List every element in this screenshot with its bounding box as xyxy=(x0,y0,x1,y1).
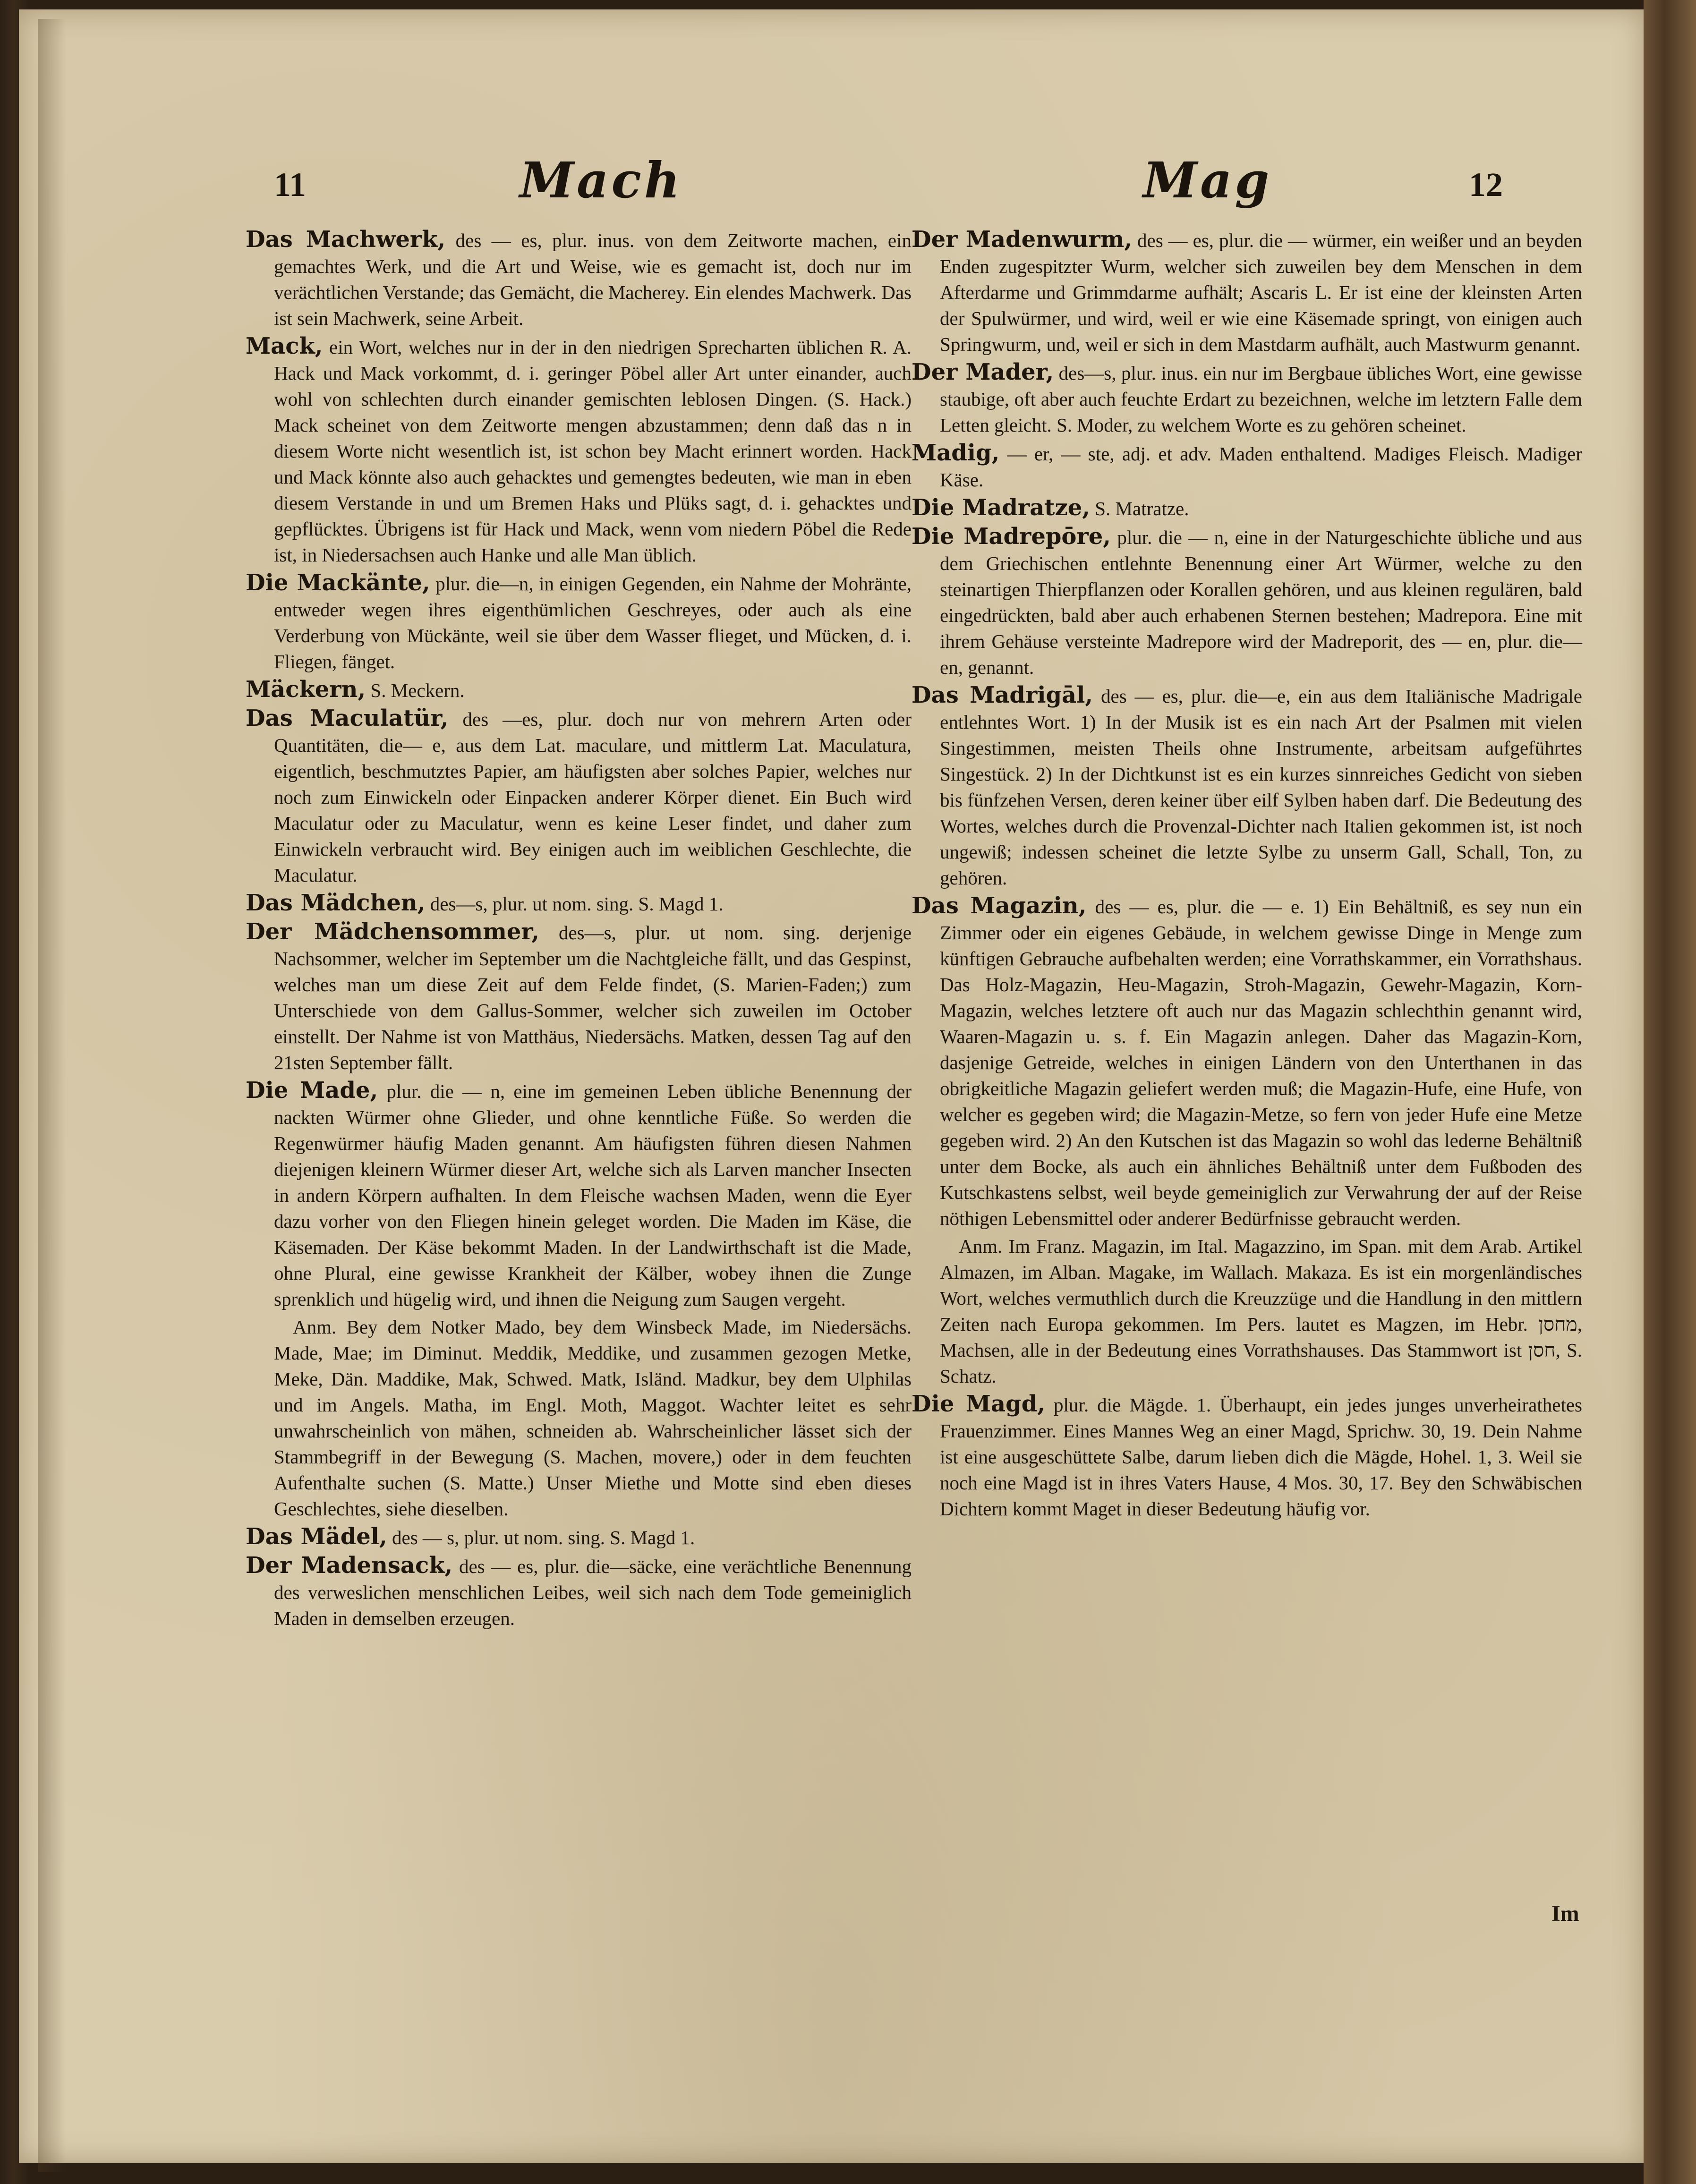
dictionary-entry xyxy=(912,440,1582,493)
entry-definition: S. Matratze. xyxy=(1090,498,1189,519)
dictionary-entry xyxy=(912,524,1582,680)
entry-definition: des — es, plur. die — e. 1) Ein Behältniß, es sey nun ein Zimmer oder ein eigenes Gebäude, in welchem gewisse Dinge in Menge zum künftigen Gebrauche aufbehalten werden; eine Vorrathskammer, ein Vorrathshaus. Das Holz-Magazin, Heu-Magazin, Stroh-Magazin, Gewehr-Magazin, Korn-Magazin, welches letztere oft auch nur das Magazin schlechthin genannt wird, Waaren-Magazin u. s. f. Ein Magazin anlegen. Daher das Magazin-Korn, dasjenige Getreide, welches in einigen Ländern von den Unterthanen in das obrigkeitliche Magazin geliefert werden muß; die Magazin-Hufe, eine Hufe, von welcher es gegeben wird; die Magazin-Metze, so fern von jeder Hufe eine Metze gegeben wird. 2) An den Kutschen ist das Magazin so wohl das lederne Behältniß unter dem Bocke, als auch ein ähnliches Behältniß unter dem Fußboden des Kutschkastens selbst, weil beyde gemeiniglich zur Verwahrung der auf der Reise nöthigen Lebensmittel oder anderer Bedürfnisse gebraucht werden. xyxy=(940,896,1582,1229)
book-page xyxy=(19,9,1644,2163)
dictionary-entry xyxy=(246,677,912,704)
entry-headword: Die Madratze, xyxy=(912,494,1090,521)
entry-definition: des—s, plur. inus. ein nur im Bergbaue übliches Wort, eine gewisse staubige, oft aber auch feuchte Erdart zu bezeichnen, welche im letztern Falle dem Letten gleicht. S. Moder, zu welchem Worte es zu gehören scheinet. xyxy=(940,362,1583,436)
entry-definition: plur. die — n, eine in der Naturgeschichte übliche und aus dem Griechischen entlehnte Benennung einer Art Würmer, welche zu den steinartigen Thierpflanzen oder Korallen gehören, und aus kleinen regulären, bald eingedrückten, bald aber auch erhabenen Sternen bestehen; Madrepora. Eine mit ihrem Gehäuse versteinte Madrepore wird der Madreporit, des — en, plur. die—en, genannt. xyxy=(940,527,1582,678)
dictionary-entry xyxy=(246,1078,912,1312)
entry-headword: Das Madrigāl, xyxy=(912,682,1093,708)
dictionary-entry xyxy=(246,919,912,1076)
entry-headword: Der Madenwurm, xyxy=(912,226,1133,253)
page-fold-shadow xyxy=(38,19,66,2172)
dictionary-entry xyxy=(912,359,1582,438)
annotation-note: Anm. Im Franz. Magazin, im Ital. Magazzino, im Span. mit dem Arab. Artikel Almazen, im Alban. Magake, im Wallach. Makaza. Es ist ein morgenländisches Wort, welches vermuthlich durch die Kreuzzüge und die Handlung in den mittlern Zeiten nach Europa gekommen. Im Pers. lautet es Magzen, im Hebr. מחסן, Machsen, alle in der Bedeutung eines Vorrathshauses. Das Stammwort ist חסן, S. Schatz. xyxy=(940,1235,1582,1387)
entry-headword: Der Madensack, xyxy=(246,1552,453,1579)
catchword: Im xyxy=(1551,1901,1579,1926)
dictionary-entry xyxy=(246,890,912,917)
book-binding xyxy=(1644,0,1696,2184)
entry-headword: Das Mädchen, xyxy=(246,890,426,916)
dictionary-entry xyxy=(912,495,1582,522)
entry-definition: ein Wort, welches nur in der in den niedrigen Sprecharten üblichen R. A. Hack und Mack vorkommt, d. i. geringer Pöbel aller Art unter einander, auch wohl von schlechten durch einander gemischten leblosen Dingen. (S. Hack.) Mack scheinet von dem Zeitworte mengen abzustammen; denn daß das n in diesem Worte nicht wesentlich ist, ist schon bey Macht erinnert worden. Hack und Mack könnte also auch gehacktes und gemengtes bedeuten, wie man in eben diesem Verstande in und um Bremen Haks und Plüks sagt, d. i. gehacktes und gepflücktes. Übrigens ist für Hack und Mack, wenn vom niedern Pöbel die Rede ist, in Niedersachsen auch Hanke und alle Man üblich. xyxy=(274,336,912,566)
entry-definition: des — es, plur. die — würmer, ein weißer und an beyden Enden zugespitzter Wurm, welcher sich zuweilen bey dem Menschen in dem Afterdarme und Grimmdarme aufhält; Ascaris L. Er ist eine der kleinsten Arten der Spulwürmer, und wird, weil er wie eine Käsemade springt, von einigen auch Springwurm, und, weil er sich in dem Mastdarm aufhält, auch Mastwurm genannt. xyxy=(940,229,1582,355)
entry-headword: Das Machwerk, xyxy=(246,226,446,253)
entry-headword: Der Mädchensommer, xyxy=(246,918,539,945)
entry-headword: Die Mackänte, xyxy=(246,569,430,596)
dictionary-entry xyxy=(246,333,912,568)
dictionary-entry xyxy=(246,1553,912,1632)
entry-headword: Das Maculatür, xyxy=(246,705,449,731)
running-head-left: Mach xyxy=(520,151,683,209)
entry-definition: — er, — ste, adj. et adv. Maden enthaltend. Madiges Fleisch. Madiger Käse. xyxy=(940,443,1582,491)
entry-headword: Das Magazin, xyxy=(912,892,1087,919)
entry-definition: des —es, plur. doch nur von mehrern Arten oder Quantitäten, die— e, aus dem Lat. maculare, und mittlerm Lat. Maculatura, eigentlich, beschmutztes Papier, am häufigsten aber solches Papier, welches nur noch zum Einwickeln oder Einpacken anderer Körper dienet. Ein Buch wird Maculatur oder zu Maculatur, wenn es keine Leser findet, und daher zum Einwickeln verbraucht wird. Bey einigen auch im weiblichen Geschlechte, die Maculatur. xyxy=(274,708,912,886)
dictionary-entry xyxy=(912,1391,1582,1522)
dictionary-entry xyxy=(246,570,912,675)
entry-definition: plur. die Mägde. 1. Überhaupt, ein jedes junges unverheirathetes Frauenzimmer. Eines Mannes Weg an einer Magd, Sprichw. 30, 19. Dein Nahme ist eine ausgeschüttete Salbe, darum lieben dich die Mägde, Hohel. 1, 3. Weil sie noch eine Magd ist in ihres Vaters Hause, 4 Mos. 30, 17. Bey den Schwäbischen Dichtern kommt Maget in dieser Bedeutung häufig vor. xyxy=(940,1394,1582,1520)
entry-definition: des — s, plur. ut nom. sing. S. Magd 1. xyxy=(387,1527,695,1548)
entry-definition: des—s, plur. ut nom. sing. derjenige Nachsommer, welcher im September um die Nachtgleiche fällt, und das Gespinst, welches man um diese Zeit auf dem Felde findet, (S. Marien-Faden;) zum Unterschiede von dem Gallus-Sommer, welcher sich zuweilen im October einstellt. Der Nahme ist von Matthäus, Niedersächs. Matken, dessen Tag auf den 21sten September fällt. xyxy=(274,922,912,1073)
entry-headword: Die Made, xyxy=(246,1077,378,1104)
entry-headword: Der Mader, xyxy=(912,359,1054,385)
right-column xyxy=(912,227,1582,1524)
entry-definition: des — es, plur. die—e, ein aus dem Italiänische Madrigale entlehntes Wort. 1) In der Musik ist es ein nach Art der Psalmen mit vielen Singestimmen, meisten Theils ohne Instrumente, arbeitsam aufgeführtes Singestück. 2) In der Dichtkunst ist es ein kurzes sinnreiches Gedicht von sieben bis fünfzehen Versen, deren keiner über eilf Sylben haben darf. Die Bedeutung des Wortes, welches durch die Provenzal-Dichter nach Italien gekommen ist, ist noch ungewiß; indessen scheinet die letzte Sylbe zu unserm Gall, Schall, Ton, zu gehören. xyxy=(940,685,1583,889)
entry-headword: Die Madrepōre, xyxy=(912,523,1111,550)
entry-headword: Die Magd, xyxy=(912,1391,1045,1417)
entry-definition: des — es, plur. die—säcke, eine verächtliche Benennung des verweslichen menschlichen Leibes, weil sich nach dem Tode gemeiniglich Maden in demselben erzeugen. xyxy=(274,1555,912,1629)
annotation-note: Anm. Bey dem Notker Mado, bey dem Winsbeck Made, im Niedersächs. Made, Mae; im Diminut. Meddik, Meddike, und zusammen gezogen Metke, Meke, Dän. Maddike, Mak, Schwed. Matk, Isländ. Madkur, bey dem Ulphilas und im Angels. Matha, im Engl. Moth, Maggot. Wachter leitet es sehr unwahrscheinlich von mähen, schneiden ab. Wahrscheinlicher lässet sich der Stammbegriff in der Bewegung (S. Machen, movere,) oder in dem feuchten Aufenthalte suchen (S. Matte.) Unser Miethe und Motte sind eben dieses Geschlechtes, siehe dieselben. xyxy=(274,1316,912,1520)
entry-headword: Das Mädel, xyxy=(246,1523,387,1550)
dictionary-entry xyxy=(912,682,1582,891)
dictionary-entry xyxy=(246,1524,912,1551)
page-number-left: 11 xyxy=(274,166,307,204)
entry-definition: des — es, plur. inus. von dem Zeitworte machen, ein gemachtes Werk, und die Art und Weise, wie es gemacht ist, doch nur im verächtlichen Verstande; das Gemächt, die Macherey. Ein elendes Machwerk. Das ist sein Machwerk, seine Arbeit. xyxy=(274,229,912,329)
entry-headword: Mack, xyxy=(246,333,323,359)
dictionary-entry xyxy=(246,227,912,331)
dictionary-entry xyxy=(912,893,1582,1232)
entry-headword: Madig, xyxy=(912,440,1000,466)
entry-definition: plur. die — n, eine im gemeinen Leben übliche Benennung der nackten Würmer ohne Glieder, und ohne kenntliche Füße. So werden die Regenwürmer häufig Maden genannt. Am häufigsten führen diesen Nahmen diejenigen kleinern Würmer dieser Art, welche sich als Larven mancher Insecten in andern Körpern aufhalten. In dem Fleische wachsen Maden, wenn die Eyer dazu vorher von den Fliegen hinein geleget worden. Die Maden im Käse, die Käsemaden. Der Käse bekommt Maden. In der Landwirthschaft ist die Made, ohne Plural, eine gewisse Krankheit der Kälber, wobey ihnen die Zunge sprenklich und hügelig wird, und ihnen die Neigung zum Saugen vergeht. xyxy=(274,1080,912,1310)
dictionary-entry xyxy=(246,705,912,888)
page-header xyxy=(19,151,1644,227)
left-column xyxy=(246,227,912,1633)
running-head-right: Mag xyxy=(1143,151,1272,209)
entry-headword: Mäckern, xyxy=(246,676,366,703)
page-number-right: 12 xyxy=(1469,166,1503,204)
entry-definition: des—s, plur. ut nom. sing. S. Magd 1. xyxy=(425,893,724,915)
dictionary-entry xyxy=(912,227,1582,357)
entry-definition: S. Meckern. xyxy=(366,680,465,701)
entry-definition: plur. die—n, in einigen Gegenden, ein Nahme der Mohränte, entweder wegen ihres eigenthümlichen Geschreyes, oder auch als eine Verderbung von Mückänte, weil sie über dem Wasser flieget, und Mücken, d. i. Fliegen, fänget. xyxy=(274,573,912,672)
